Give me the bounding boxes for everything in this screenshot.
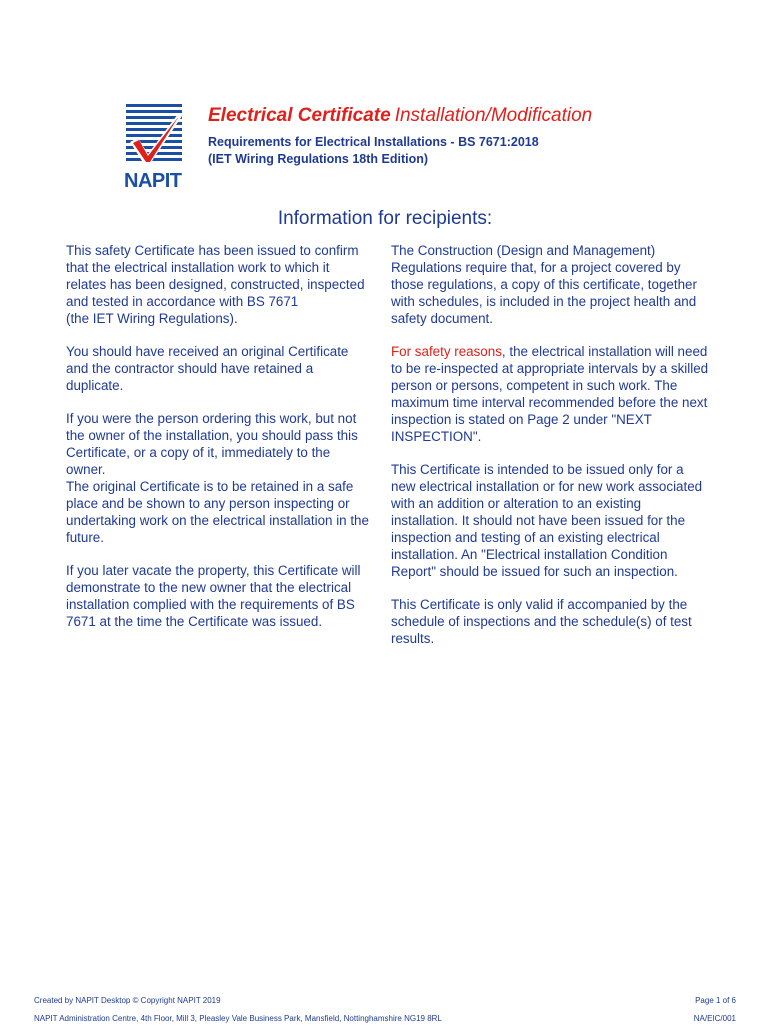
- napit-logo-text: NAPIT: [124, 170, 182, 192]
- safety-reasons-text: For safety reasons: [391, 344, 502, 359]
- footer-page-number: Page 1 of 6: [695, 996, 736, 1005]
- right-column: [391, 242, 709, 663]
- footer-right: [694, 992, 736, 1028]
- left-paragraph-4: If you later vacate the property, this Certificate will demonstrate to the new owner that the electrical installation complied with the requirements of BS 7671 at the time the Certificate was issued.: [66, 563, 361, 629]
- right-paragraph-3: This Certificate is intended to be issued only for a new electrical installation or for new work associated with an addition or alteration to an existing installation. It should not have been issued for the inspection and testing of an existing electrical installation. An "Electrical installation Condition Report" should be issued for such an inspection.: [391, 462, 703, 579]
- left-column: [66, 242, 370, 646]
- left-paragraph-2: You should have received an original Certificate and the contractor should have retained a duplicate.: [66, 344, 349, 393]
- footer-form-ref: NA/EIC/001: [693, 1014, 736, 1023]
- certificate-title-type: Installation/Modification: [394, 105, 593, 126]
- footer-left: [34, 992, 442, 1028]
- right-paragraph-2: [391, 343, 709, 445]
- left-paragraph-3: If you were the person ordering this work, but not the owner of the installation, you should pass this Certificate, or a copy of it, immediately to the owner. The original Certificate is to be retained in a safe place and be shown to any person inspecting or undertaking work on the electrical installation in the future.: [66, 411, 369, 545]
- info-heading: Information for recipients:: [277, 208, 493, 229]
- requirements-text: [208, 134, 728, 168]
- certificate-header: [208, 104, 728, 168]
- napit-tick-icon: [126, 104, 182, 166]
- right-paragraph-4: This Certificate is only valid if accompanied by the schedule of inspections and the schedule(s) of test results.: [391, 597, 692, 646]
- right-paragraph-2-rest: , the electrical installation will need to be re-inspected at appropriate intervals by a skilled person or persons, competent in such work. The maximum time interval recommended before the next inspection is stated on Page 2 under "NEXT INSPECTION".: [391, 344, 709, 444]
- requirements-line-2: (IET Wiring Regulations 18th Edition): [208, 152, 429, 166]
- napit-logo: [122, 104, 198, 190]
- certificate-title-main: Electrical Certificate: [208, 105, 391, 126]
- footer-address: NAPIT Administration Centre, 4th Floor, Mill 3, Pleasley Vale Business Park, Mansfield, Nottinghamshire NG19 8RL: [34, 1014, 442, 1023]
- requirements-line-1: Requirements for Electrical Installations - BS 7671:2018: [208, 135, 539, 149]
- right-paragraph-1: The Construction (Design and Management) Regulations require that, for a project covered by those regulations, a copy of this certificate, together with schedules, is included in the project health and safety document.: [391, 243, 697, 326]
- certificate-title: [208, 104, 728, 128]
- left-paragraph-1: This safety Certificate has been issued to confirm that the electrical installation work to which it relates has been designed, constructed, inspected and tested in accordance with BS 7671 (the IET Wiring Regulations).: [66, 243, 365, 326]
- footer-created-by: Created by NAPIT Desktop © Copyright NAPIT 2019: [34, 996, 221, 1005]
